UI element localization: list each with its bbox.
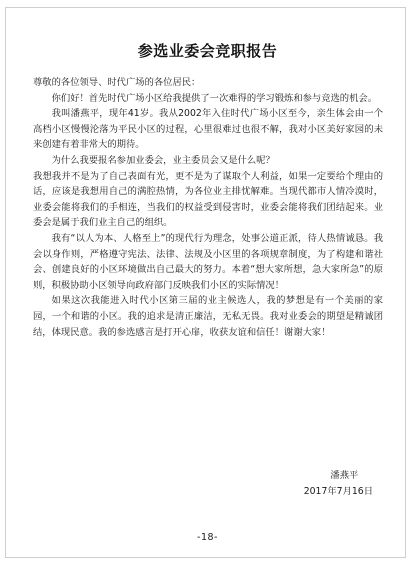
paragraph-motivation: 我想我并不是为了自己表面有光，更不是为了谋取个人利益，如果一定要给个理由的话，应该是我想用自己的满腔热情，为各位业主排忧解难。当现代都市人情冷漠时，业委会能将我们的手相连，当我们的权益受到侵害时，业委会能将我们团结起来。业委会是属于我们业主自己的组织。: [33, 170, 383, 229]
paragraph-closing: 如果这次我能进入时代小区第三届的业主候选人，我的梦想是有一个美丽的家园，一个和谐的小区。我的追求是清正廉洁，无私无畏。我对业委会的期望是精诚团结，体现民意。我的参选感言是打开心扉，收获友谊和信任！谢谢大家！: [33, 295, 383, 338]
page-number: -18-: [197, 532, 218, 543]
document-title: 参选业委会竞职报告: [137, 42, 278, 60]
signature-block: [304, 468, 373, 499]
paragraph-greeting: 你们好！首先时代广场小区给我提供了一次难得的学习锻炼和参与竞选的机会。: [51, 92, 377, 104]
signature-name: 潘燕平: [330, 470, 359, 481]
signature-date: 2017年7月16日: [303, 485, 373, 497]
salutation: 尊敬的各位领导、时代广场的各位居民：: [33, 77, 201, 88]
paragraph-introduction: 我叫潘燕平，现年41岁。我从2002年入住时代广场小区至今，亲生体会由一个高档小区慢慢沦落为平民小区的过程，心里很难过也很不解，我对小区美好家园的未来创建有着非常大的期待。: [33, 108, 383, 151]
document-body: [33, 75, 383, 340]
paragraph-question: 为什么我要报名参加业委会，业主委员会又是什么呢？: [51, 154, 275, 166]
paragraph-principles: 我有“以人为本、人格至上”的现代行为理念，处事公道正派，待人热情诚恳。我会以身作则，严格遵守宪法、法律、法规及小区里的各项规章制度，为了构建和谐社会、创建良好的小区环境做出自己最大的努力。本着“想大家所想，急大家所急”的原则，积极协助小区领导向政府部门反映我们小区的实际情况！: [33, 232, 383, 291]
